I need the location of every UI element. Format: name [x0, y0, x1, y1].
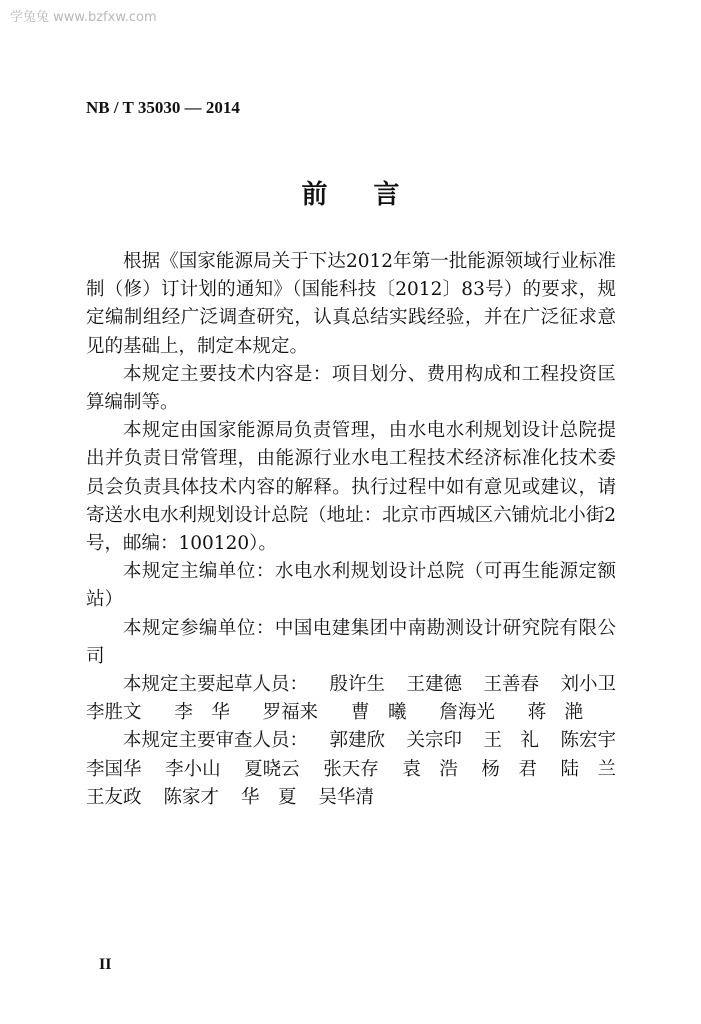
drafters-row: [86, 699, 616, 727]
reviewer-name: 夏晓云: [244, 758, 300, 780]
standard-number: NB / T 35030 — 2014: [86, 98, 240, 117]
drafter-name: 殷许生: [329, 674, 385, 696]
reviewer-name: 陈宏宇: [560, 730, 616, 752]
reviewer-name: 关宗印: [406, 730, 462, 752]
page-number: II: [99, 956, 112, 973]
reviewers-label: 本规定主要审查人员：: [123, 730, 309, 752]
reviewer-name: 郭建欣: [329, 730, 385, 752]
paragraph-chief-editor: 本规定主编单位：水电水利规划设计总院（可再生能源定额站）: [86, 561, 616, 611]
paragraph-basis: 根据《国家能源局关于下达2012年第一批能源领域行业标准制（修）订计划的通知》（国能科技〔2012〕83号）的要求，规定编制组经广泛调查研究，认真总结实践经验，并在广泛征求意见的基础上，制定本规定。: [86, 251, 616, 357]
preface-body: [86, 248, 616, 812]
reviewer-name: 华 夏: [241, 786, 297, 808]
reviewers-row: [86, 784, 616, 812]
page-title: 前言: [301, 180, 446, 210]
paragraph-participants: 本规定参编单位：中国电建集团中南勘测设计研究院有限公司: [86, 617, 616, 667]
drafter-name: 刘小卫: [560, 674, 616, 696]
reviewer-name: 李国华: [86, 758, 142, 780]
drafter-name: 李 华: [174, 702, 230, 724]
drafter-name: 王建德: [406, 674, 462, 696]
paragraph-management: 本规定由国家能源局负责管理，由水电水利规划设计总院提出并负责日常管理，由能源行业水电工程技术经济标准化技术委员会负责具体技术内容的解释。执行过程中如有意见或建议，请寄送水电水利规划设计总院（地址：北京市西城区六铺炕北小街2号，邮编：100120）。: [86, 420, 616, 555]
drafter-name: 曹 曦: [350, 702, 407, 724]
drafter-name: 李胜文: [86, 702, 142, 724]
reviewer-name: 陆 兰: [560, 758, 616, 780]
drafter-name: 詹海光: [439, 702, 495, 724]
paragraph-main-content: 本规定主要技术内容是：项目划分、费用构成和工程投资匡算编制等。: [86, 363, 616, 414]
reviewer-name: 张天存: [323, 758, 379, 780]
reviewer-name: 袁 浩: [402, 758, 458, 780]
reviewer-name: 陈家才: [163, 786, 220, 808]
drafter-name: 罗福来: [262, 702, 319, 724]
reviewer-name: 杨 君: [481, 758, 537, 780]
drafters-row: [86, 671, 616, 699]
reviewer-name: 王友政: [86, 786, 142, 808]
reviewer-name: 王 礼: [483, 730, 539, 752]
reviewers-row: [86, 756, 616, 784]
reviewer-name: 李小山: [165, 758, 221, 780]
drafter-name: 蒋 滟: [527, 702, 584, 724]
reviewer-name: 吴华清: [318, 786, 375, 808]
drafter-name: 王善春: [483, 674, 539, 696]
drafters-label: 本规定主要起草人员：: [123, 674, 309, 696]
reviewers-row: [86, 727, 616, 755]
watermark: 学兔兔 www.bzfxw.com: [10, 10, 157, 25]
